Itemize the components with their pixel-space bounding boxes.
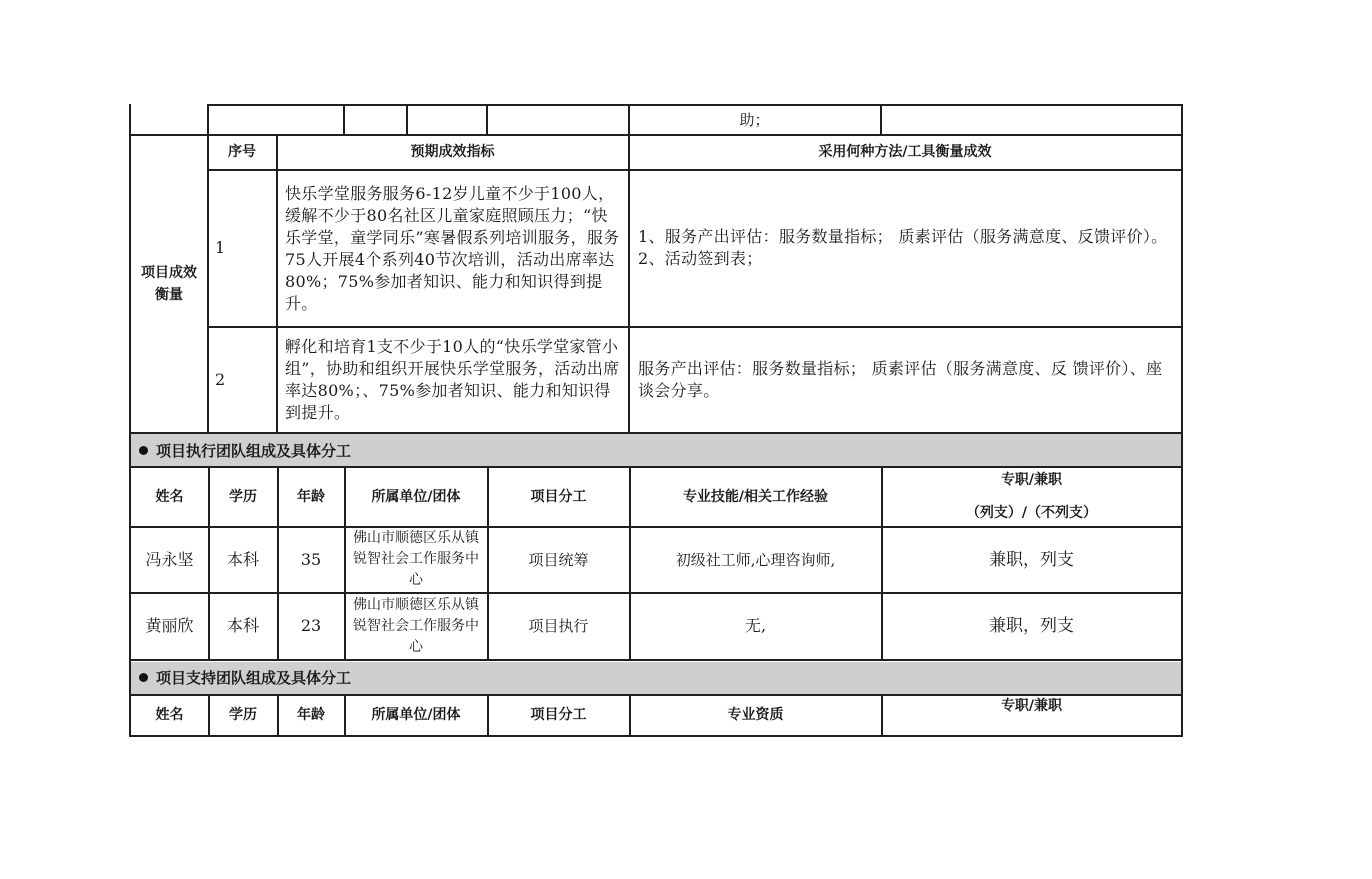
exec-member-1-fulltime: 兼职，列支 xyxy=(989,549,1074,570)
outcome-row-2-indicator: 孵化和培育1支不少于10人的“快乐学堂家管小组”，协助和组织开展快乐学堂服务，活动出席率达80%；、75%参加者知识、能力和知识得到提升。 xyxy=(285,336,620,422)
outcome-row-2-no: 2 xyxy=(215,369,226,389)
outcome-section-label xyxy=(131,135,207,432)
outcome-row-2-method: 服务产出评估：服务数量指标； 质素评估（服务满意度、反 馈评价）、座谈会分享。 xyxy=(638,358,1163,400)
exec-member-2-name: 黄丽欣 xyxy=(145,616,194,635)
bullet-icon xyxy=(139,446,148,455)
exec-header-fulltime-line2: （列支）/（不列支） xyxy=(965,505,1098,521)
outcome-row-1-indicator: 快乐学堂服务服务6-12岁儿童不少于100人，缓解不少于80名社区儿童家庭照顾压力；“快乐学堂，童学同乐”寒暑假系列培训服务，服务75人开展4个系列40节次培训，活动出席率达80%；75%参加者知识、能力和知识得到提升。 xyxy=(285,183,620,313)
exec-member-2-age: 23 xyxy=(300,616,322,635)
support-header-qualification: 专业资质 xyxy=(727,707,784,723)
support-header-unit: 所属单位/团体 xyxy=(371,707,461,723)
support-header-education: 学历 xyxy=(229,707,257,723)
outcome-row-1-no: 1 xyxy=(215,238,226,257)
outcome-label-line2: 衡量 xyxy=(155,286,183,303)
exec-member-1-age: 35 xyxy=(300,549,322,569)
header-serial-no: 序号 xyxy=(228,144,256,160)
exec-header-age: 年龄 xyxy=(297,488,325,505)
support-header-role: 项目分工 xyxy=(530,707,587,723)
section-title-support xyxy=(139,661,351,693)
section-title-support-text: 项目支持团队组成及具体分工 xyxy=(156,668,352,687)
exec-header-skills: 专业技能/相关工作经验 xyxy=(682,488,829,505)
exec-member-1-skills: 初级社工师,心理咨询师, xyxy=(675,550,836,569)
outcome-row-1-method: 1、服务产出评估：服务数量指标； 质素评估（服务满意度、反馈评价）。 2、活动签到表； xyxy=(638,227,1168,268)
exec-member-2-fulltime: 兼职，列支 xyxy=(989,616,1074,636)
header-measurement-method: 采用何种方法/工具衡量成效 xyxy=(818,144,992,160)
exec-member-1-role: 项目统筹 xyxy=(528,550,589,569)
exec-header-unit: 所属单位/团体 xyxy=(371,488,461,505)
header-expected-indicator: 预期成效指标 xyxy=(410,144,495,160)
support-header-name: 姓名 xyxy=(155,707,184,723)
top-row-text: 助； xyxy=(739,111,770,129)
exec-member-2-skills: 无, xyxy=(744,616,767,635)
exec-member-1-education: 本科 xyxy=(226,549,259,569)
outcome-label-line1: 项目成效 xyxy=(141,264,197,281)
exec-member-2-unit: 佛山市顺德区乐从镇锐智社会工作服务中心 xyxy=(353,596,479,655)
exec-member-2-education: 本科 xyxy=(226,616,259,635)
support-header-age: 年龄 xyxy=(297,707,325,723)
section-title-execution-text: 项目执行团队组成及具体分工 xyxy=(156,441,352,460)
exec-header-name: 姓名 xyxy=(155,488,184,505)
exec-member-1-name: 冯永坚 xyxy=(145,549,194,569)
exec-header-fulltime-line1: 专职/兼职 xyxy=(1000,472,1063,488)
exec-member-1-unit: 佛山市顺德区乐从镇锐智社会工作服务中心 xyxy=(353,530,479,588)
exec-header-role: 项目分工 xyxy=(530,488,587,505)
section-title-execution xyxy=(139,434,351,466)
support-header-fulltime: 专职/兼职 xyxy=(1000,698,1063,714)
bullet-icon xyxy=(139,673,148,682)
exec-header-education: 学历 xyxy=(229,488,257,505)
exec-member-2-role: 项目执行 xyxy=(528,617,589,635)
exec-header-fulltime xyxy=(882,467,1181,526)
